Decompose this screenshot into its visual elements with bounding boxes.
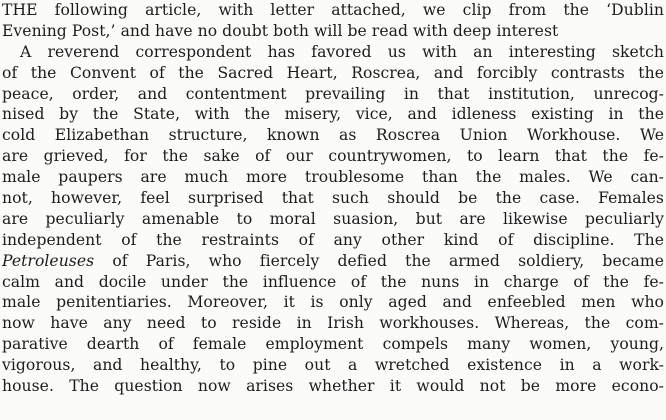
article-line: are peculiarly amenable to moral suasion, but are likewise peculiarly — [2, 209, 664, 228]
article-line: house. The question now arises whether it would not be more econo- — [2, 377, 664, 396]
article-line: calm and docile under the influence of the nuns in charge of the fe- — [2, 272, 664, 291]
article-line: male paupers are much more troublesome than the males. We can- — [2, 168, 664, 187]
article-line: cold Elizabethan structure, known as Roscrea Union Workhouse. We — [2, 126, 664, 145]
petroleuses-italic: Petroleuses — [2, 251, 95, 270]
article-line: peace, order, and contentment prevailing in that institution, unrecog- — [2, 84, 664, 103]
article-line-rest: of Paris, who fiercely defied the armed soldiery, became — [94, 251, 664, 270]
article-line: now have any need to reside in Irish workhouses. Whereas, the com- — [2, 314, 664, 333]
article-line: THE following article, with letter attached, we clip from the ‘Dublin — [2, 1, 664, 19]
article-line: not, however, feel surprised that such should be the case. Females — [2, 189, 664, 208]
article-line: nised by the State, with the misery, vice, and idleness existing in the — [2, 105, 664, 124]
article-line — [2, 251, 664, 272]
article-line: independent of the restraints of any other kind of discipline. The — [2, 230, 664, 249]
article-line: vigorous, and healthy, to pine out a wretched existence in a work- — [2, 356, 664, 375]
article-line: of the Convent of the Sacred Heart, Roscrea, and forcibly contrasts the — [2, 63, 664, 82]
article-line: are grieved, for the sake of our countrywomen, to learn that the fe- — [2, 147, 664, 166]
article-line: A reverend correspondent has favored us with an interesting sketch — [20, 42, 664, 61]
article-line: male penitentiaries. Moreover, it is only aged and enfeebled men who — [2, 293, 664, 312]
article-column — [2, 0, 664, 397]
article-line: Evening Post,’ and have no doubt both will be read with deep interest — [2, 21, 559, 40]
article-line: parative dearth of female employment compels many women, young, — [2, 335, 664, 354]
